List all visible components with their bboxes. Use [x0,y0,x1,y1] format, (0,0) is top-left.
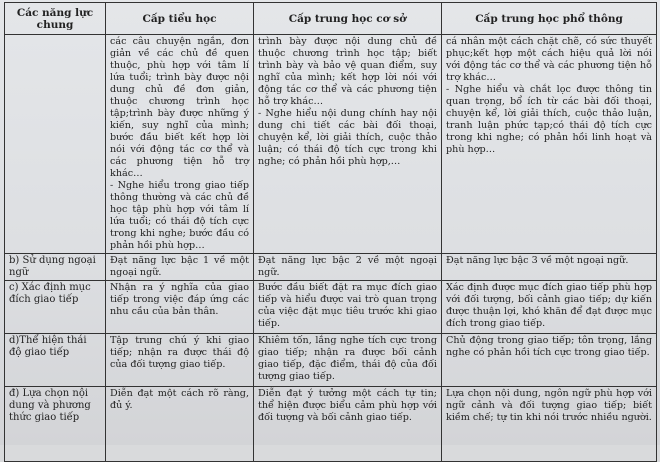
cell-primary: Diễn đạt một cách rõ ràng, đủ ý. [106,387,254,462]
table-row [5,35,657,254]
cell-upper-secondary: Lựa chọn nội dung, ngôn ngữ phù hợp với ngữ cảnh và đối tượng giao tiếp; biết kiềm chế; tự tin khi nói trước nhiều người. [442,387,657,462]
row-category [5,35,106,254]
cell-lower-secondary: Bước đầu biết đặt ra mục đích giao tiếp và hiểu được vai trò quan trọng của việc đặt mục tiêu trước khi giao tiếp. [254,281,442,334]
row-category: c) Xác định mục đích giao tiếp [5,281,106,334]
table-row [5,281,657,334]
cell-text: trình bày được nội dung chủ đề thuộc chương trình học tập; biết trình bày và bảo vệ quan điểm, suy nghĩ của mình; kết hợp lời nói với động tác cơ thể và các phương tiện hỗ trợ khác… - Nghe hiểu nội dung chính hay nội dung chi tiết các bài đối thoại, chuyện kể, lời giải thích, cuộc thảo luận; có thái độ tích cực trong khi nghe; có phản hồi phù hợp,… [258,36,437,167]
competency-table [4,2,657,462]
header-lower-secondary: Cấp trung học cơ sở [254,3,442,35]
cell-text: các câu chuyện ngắn, đơn giản về các chủ đề quen thuộc, phù hợp với tâm lí lứa tuổi; trình bày được nội dung chủ đề đơn giản, thuộc chương trình học tập;trình bày được những ý kiến, suy nghĩ của mình; bước đầu biết kết hợp lời nói với động tác cơ thể và các phương tiện hỗ trợ khác… - Nghe hiểu trong giao tiếp thông thường và các chủ đề học tập phù hợp với tâm lí lứa tuổi; có thái độ tích cực trong khi nghe; bước đầu có phản hồi phù hợp… [110,36,249,251]
cell-lower-secondary [254,35,442,254]
table-row [5,254,657,281]
cell-primary [106,35,254,254]
cell-upper-secondary: Chủ động trong giao tiếp; tôn trọng, lắng nghe có phản hồi tích cực trong giao tiếp. [442,334,657,387]
header-category: Các năng lực chung [5,3,106,35]
table-row [5,387,657,462]
row-category: b) Sử dụng ngoại ngữ [5,254,106,281]
cell-primary: Tập trung chú ý khi giao tiếp; nhận ra được thái độ của đối tượng giao tiếp. [106,334,254,387]
cell-text: cá nhân một cách chặt chẽ, có sức thuyết phục;kết hợp một cách hiệu quả lời nói với động tác cơ thể và các phương tiện hỗ trợ khác… - Nghe hiểu và chắt lọc được thông tin quan trọng, bổ ích từ các bài đối thoại, chuyện kể, lời giải thích, cuộc thảo luận, tranh luận phức tạp;có thái độ tích cực trong khi nghe; có phản hồi linh hoạt và phù hợp… [446,36,652,155]
cell-upper-secondary: Xác định được mục đích giao tiếp phù hợp với đối tượng, bối cảnh giao tiếp; dự kiến được thuận lợi, khó khăn để đạt được mục đích trong giao tiếp. [442,281,657,334]
cell-primary: Đạt năng lực bậc 1 về một ngoại ngữ. [106,254,254,281]
cell-upper-secondary [442,35,657,254]
row-category: d)Thể hiện thái độ giao tiếp [5,334,106,387]
header-upper-secondary: Cấp trung học phổ thông [442,3,657,35]
cell-lower-secondary: Đạt năng lực bậc 2 về một ngoại ngữ. [254,254,442,281]
table-header-row [5,3,657,35]
cell-lower-secondary: Khiêm tốn, lắng nghe tích cực trong giao tiếp; nhận ra được bối cảnh giao tiếp, đặc điểm, thái độ của đối tượng giao tiếp. [254,334,442,387]
header-primary: Cấp tiểu học [106,3,254,35]
table-row [5,334,657,387]
cell-upper-secondary: Đạt năng lực bậc 3 về một ngoại ngữ. [442,254,657,281]
row-category: đ) Lựa chọn nội dung và phương thức giao tiếp [5,387,106,462]
cell-primary: Nhận ra ý nghĩa của giao tiếp trong việc đáp ứng các nhu cầu của bản thân. [106,281,254,334]
cell-lower-secondary: Diễn đạt ý tưởng một cách tự tin; thể hiện được biểu cảm phù hợp với đối tượng và bối cảnh giao tiếp. [254,387,442,462]
